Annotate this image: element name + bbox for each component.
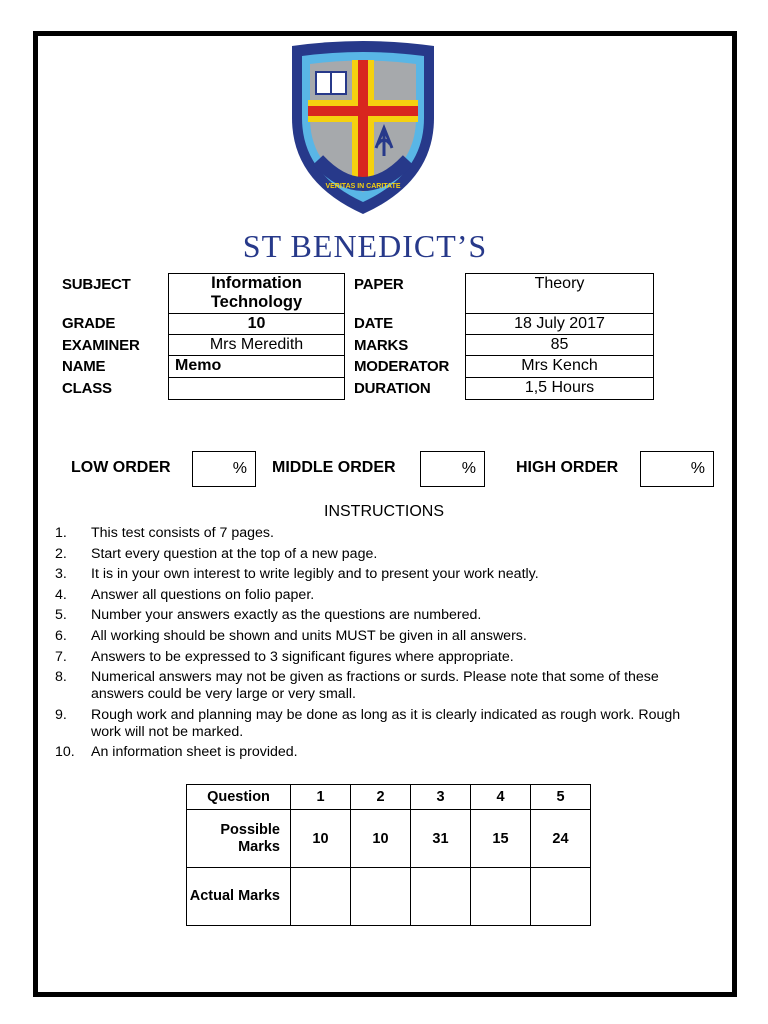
paper-value: Theory — [465, 273, 654, 314]
date-value: 18 July 2017 — [465, 313, 654, 335]
actual-mark — [471, 868, 531, 926]
item-text: Number your answers exactly as the questions are numbered. — [91, 607, 482, 624]
item-text: An information sheet is provided. — [91, 744, 298, 761]
actual-mark — [351, 868, 411, 926]
item-text: This test consists of 7 pages. — [91, 525, 274, 541]
item-text: Start every question at the top of a new page. — [91, 545, 378, 562]
item-number: 4. — [55, 586, 67, 603]
question-number: 5 — [531, 785, 591, 810]
table-row — [187, 810, 591, 868]
list-item — [55, 707, 705, 741]
item-text: Numerical answers may not be given as fractions or surds. Please note that some of these answers could be very large or very small. — [91, 669, 659, 703]
school-name: ST BENEDICT’S — [242, 228, 488, 264]
moderator-value: Mrs Kench — [465, 355, 654, 378]
possible-mark: 10 — [351, 810, 411, 868]
subject-label: SUBJECT — [62, 276, 131, 293]
actual-mark — [411, 868, 471, 926]
table-row — [187, 868, 591, 926]
date-label: DATE — [354, 315, 393, 332]
item-number: 1. — [55, 525, 67, 541]
high-order-box: % — [640, 451, 714, 487]
instructions-list — [55, 525, 705, 765]
item-number: 9. — [55, 706, 67, 723]
marks-label: MARKS — [354, 337, 408, 354]
name-value: Memo — [168, 355, 345, 378]
class-value — [168, 377, 345, 400]
school-crest-logo — [288, 40, 438, 216]
marks-table — [186, 784, 591, 926]
list-item — [55, 607, 705, 624]
item-text: All working should be shown and units MUST be given in all answers. — [91, 627, 527, 644]
question-number: 2 — [351, 785, 411, 810]
possible-mark: 15 — [471, 810, 531, 868]
actual-mark — [531, 868, 591, 926]
grade-value: 10 — [168, 313, 345, 335]
possible-marks-header: Possible Marks — [187, 810, 291, 868]
duration-value: 1,5 Hours — [465, 377, 654, 400]
table-row — [187, 785, 591, 810]
subject-value: Information Technology — [168, 273, 345, 314]
marks-value: 85 — [465, 334, 654, 356]
grade-label: GRADE — [62, 315, 116, 332]
list-item — [55, 587, 705, 604]
list-item — [55, 628, 705, 645]
list-item — [55, 566, 705, 583]
list-item — [55, 744, 705, 761]
item-text: Answers to be expressed to 3 significant figures where appropriate. — [91, 648, 514, 665]
item-number: 5. — [55, 607, 67, 624]
question-number: 1 — [291, 785, 351, 810]
examiner-label: EXAMINER — [62, 337, 140, 354]
item-text: Answer all questions on folio paper. — [91, 586, 315, 603]
possible-mark: 24 — [531, 810, 591, 868]
possible-mark: 10 — [291, 810, 351, 868]
item-text: It is in your own interest to write legibly and to present your work neatly. — [91, 566, 539, 583]
list-item — [55, 669, 705, 703]
item-number: 10. — [55, 744, 75, 761]
list-item — [55, 546, 705, 563]
question-number: 3 — [411, 785, 471, 810]
item-number: 7. — [55, 648, 67, 665]
high-order-label: HIGH ORDER — [516, 459, 619, 476]
item-number: 2. — [55, 545, 67, 562]
low-order-box: % — [192, 451, 256, 487]
moderator-label: MODERATOR — [354, 358, 450, 375]
class-label: CLASS — [62, 380, 112, 397]
item-number: 8. — [55, 669, 67, 686]
middle-order-box: % — [420, 451, 485, 487]
duration-label: DURATION — [354, 380, 431, 397]
examiner-value: Mrs Meredith — [168, 334, 345, 356]
list-item — [55, 649, 705, 666]
item-number: 3. — [55, 566, 67, 583]
instructions-title: INSTRUCTIONS — [324, 503, 444, 520]
item-text: Rough work and planning may be done as long as it is clearly indicated as rough work. Rough work will not be marked. — [91, 706, 681, 740]
actual-mark — [291, 868, 351, 926]
item-number: 6. — [55, 627, 67, 644]
question-number: 4 — [471, 785, 531, 810]
low-order-label: LOW ORDER — [71, 459, 171, 476]
question-header: Question — [187, 785, 291, 810]
list-item — [55, 525, 705, 542]
middle-order-label: MIDDLE ORDER — [272, 459, 396, 476]
possible-mark: 31 — [411, 810, 471, 868]
paper-label: PAPER — [354, 276, 404, 293]
actual-marks-header: Actual Marks — [187, 868, 291, 926]
crest-motto: VERITAS IN CARITATE — [325, 183, 401, 190]
name-label: NAME — [62, 358, 106, 375]
